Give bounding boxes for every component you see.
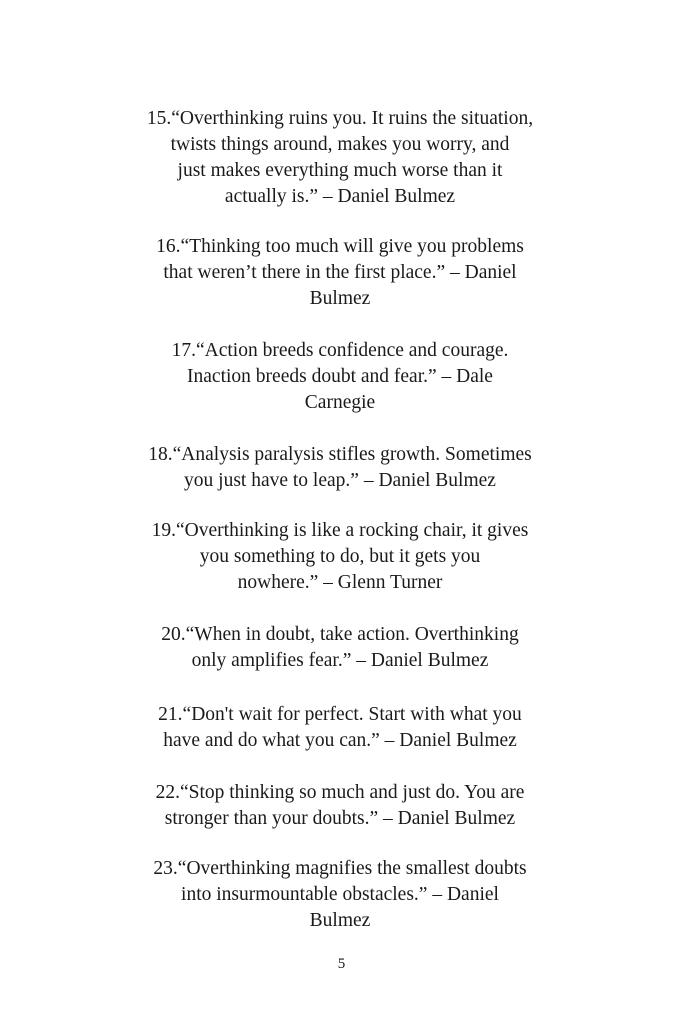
quote-body: “Stop thinking so much and just do. You are stronger than your doubts.” – Daniel Bulmez (164, 782, 525, 829)
quote-body: “Action breeds confidence and courage. Inaction breeds doubt and fear.” – Dale Carnegie (187, 340, 509, 413)
quote-text (110, 856, 570, 934)
quote-body: “Overthinking ruins you. It ruins the situation, twists things around, makes you worry, and just makes everything much worse than it actually is.” – Daniel Bulmez (170, 108, 534, 207)
quote-text (110, 338, 570, 416)
quote-body: “Analysis paralysis stifles growth. Sometimes you just have to leap.” – Daniel Bulmez (172, 444, 532, 491)
quote-body: “Don't wait for perfect. Start with what you have and do what you can.” – Daniel Bulmez (163, 704, 522, 751)
quote-number: 15. (146, 108, 172, 129)
quote-text (110, 234, 570, 312)
quote-number: 22. (155, 782, 180, 803)
quote-number: 18. (148, 444, 173, 465)
quote-number: 17. (171, 340, 196, 361)
quote-number: 20. (161, 624, 186, 645)
quote-text (110, 702, 570, 754)
quote-text (110, 518, 570, 596)
quote-number: 23. (153, 858, 178, 879)
quote-body: “Overthinking magnifies the smallest doubts into insurmountable obstacles.” – Daniel Bulmez (177, 858, 527, 931)
quote-body: “Thinking too much will give you problems that weren’t there in the first place.” – Daniel Bulmez (163, 236, 524, 309)
quote-text (110, 442, 570, 494)
quote-number: 19. (151, 520, 177, 541)
quote-text (110, 106, 570, 210)
quote-text (110, 780, 570, 832)
quote-body: “Overthinking is like a rocking chair, it gives you something to do, but it gets you nowhere.” – Glenn Turner (176, 520, 529, 593)
quote-text (110, 622, 570, 674)
quote-item (110, 830, 570, 960)
page-number: 5 (337, 956, 346, 972)
quote-number: 21. (158, 704, 183, 725)
quote-number: 16. (156, 236, 181, 257)
quote-body: “When in doubt, take action. Overthinking only amplifies fear.” – Daniel Bulmez (185, 624, 519, 671)
